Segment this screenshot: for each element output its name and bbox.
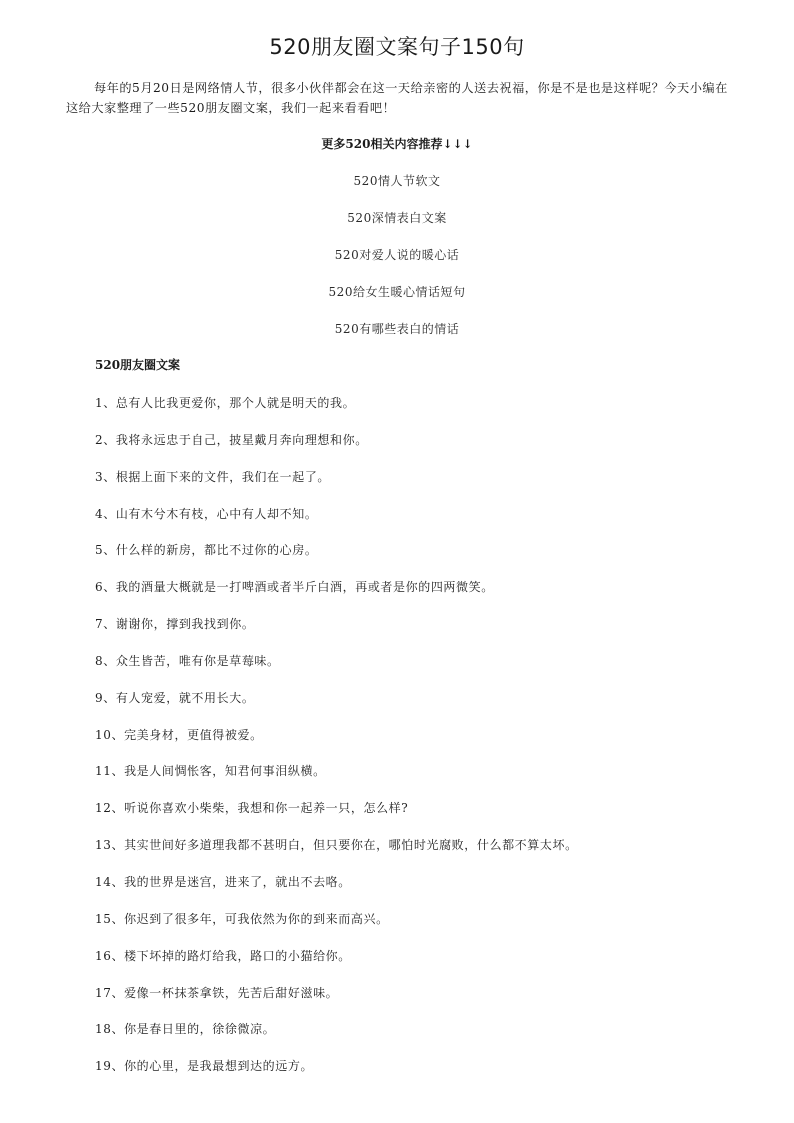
section-heading: 520朋友圈文案 bbox=[95, 358, 181, 372]
recommendation-link[interactable]: 520给女生暖心情话短句 bbox=[328, 285, 466, 299]
quote-item: 8、众生皆苦，唯有你是草莓味。 bbox=[95, 653, 280, 668]
quote-item: 15、你迟到了很多年，可我依然为你的到来而高兴。 bbox=[95, 911, 389, 926]
quote-item: 17、爱像一杯抹茶拿铁，先苦后甜好滋味。 bbox=[95, 985, 339, 1000]
quote-item: 4、山有木兮木有枝，心中有人却不知。 bbox=[95, 506, 318, 521]
quote-item: 11、我是人间惆怅客，知君何事泪纵横。 bbox=[95, 764, 326, 779]
recommendation-link[interactable]: 520有哪些表白的情话 bbox=[334, 322, 460, 336]
quote-item: 14、我的世界是迷宫，进来了，就出不去咯。 bbox=[95, 874, 351, 889]
quote-item: 10、完美身材，更值得被爱。 bbox=[95, 727, 263, 742]
quote-item: 12、听说你喜欢小柴柴，我想和你一起养一只，怎么样? bbox=[95, 801, 409, 816]
recommendation-list bbox=[0, 172, 794, 357]
quote-item: 18、你是春日里的，徐徐微凉。 bbox=[95, 1022, 276, 1037]
recommendation-link[interactable]: 520对爱人说的暖心话 bbox=[334, 248, 460, 262]
quote-list bbox=[95, 394, 735, 1094]
quote-item: 16、楼下坏掉的路灯给我，路口的小猫给你。 bbox=[95, 948, 351, 963]
recommendation-link[interactable]: 520深情表白文案 bbox=[347, 211, 447, 225]
quote-item: 6、我的酒量大概就是一打啤酒或者半斤白酒，再或者是你的四两微笑。 bbox=[95, 580, 494, 595]
page-title: 520朋友圈文案句子150句 bbox=[269, 35, 525, 59]
recommendation-link[interactable]: 520情人节软文 bbox=[353, 174, 441, 188]
quote-item: 2、我将永远忠于自己，披星戴月奔向理想和你。 bbox=[95, 432, 368, 447]
quote-item: 13、其实世间好多道理我都不甚明白，但只要你在，哪怕时光腐败，什么都不算太坏。 bbox=[95, 838, 578, 853]
quote-item: 9、有人宠爱，就不用长大。 bbox=[95, 690, 255, 705]
quote-item: 3、根据上面下来的文件，我们在一起了。 bbox=[95, 469, 331, 484]
more-recommendations-heading: 更多520相关内容推荐↓↓↓ bbox=[321, 137, 473, 151]
intro-paragraph: 每年的5月20日是网络情人节，很多小伙伴都会在这一天给亲密的人送去祝福，你是不是也是这样呢？今天小编在这给大家整理了一些520朋友圈文案，我们一起来看看吧！ bbox=[66, 81, 728, 115]
quote-item: 7、谢谢你，撑到我找到你。 bbox=[95, 617, 255, 632]
quote-item: 1、总有人比我更爱你，那个人就是明天的我。 bbox=[95, 396, 356, 410]
quote-item: 5、什么样的新房，都比不过你的心房。 bbox=[95, 543, 318, 558]
quote-item: 19、你的心里，是我最想到达的远方。 bbox=[95, 1059, 314, 1074]
